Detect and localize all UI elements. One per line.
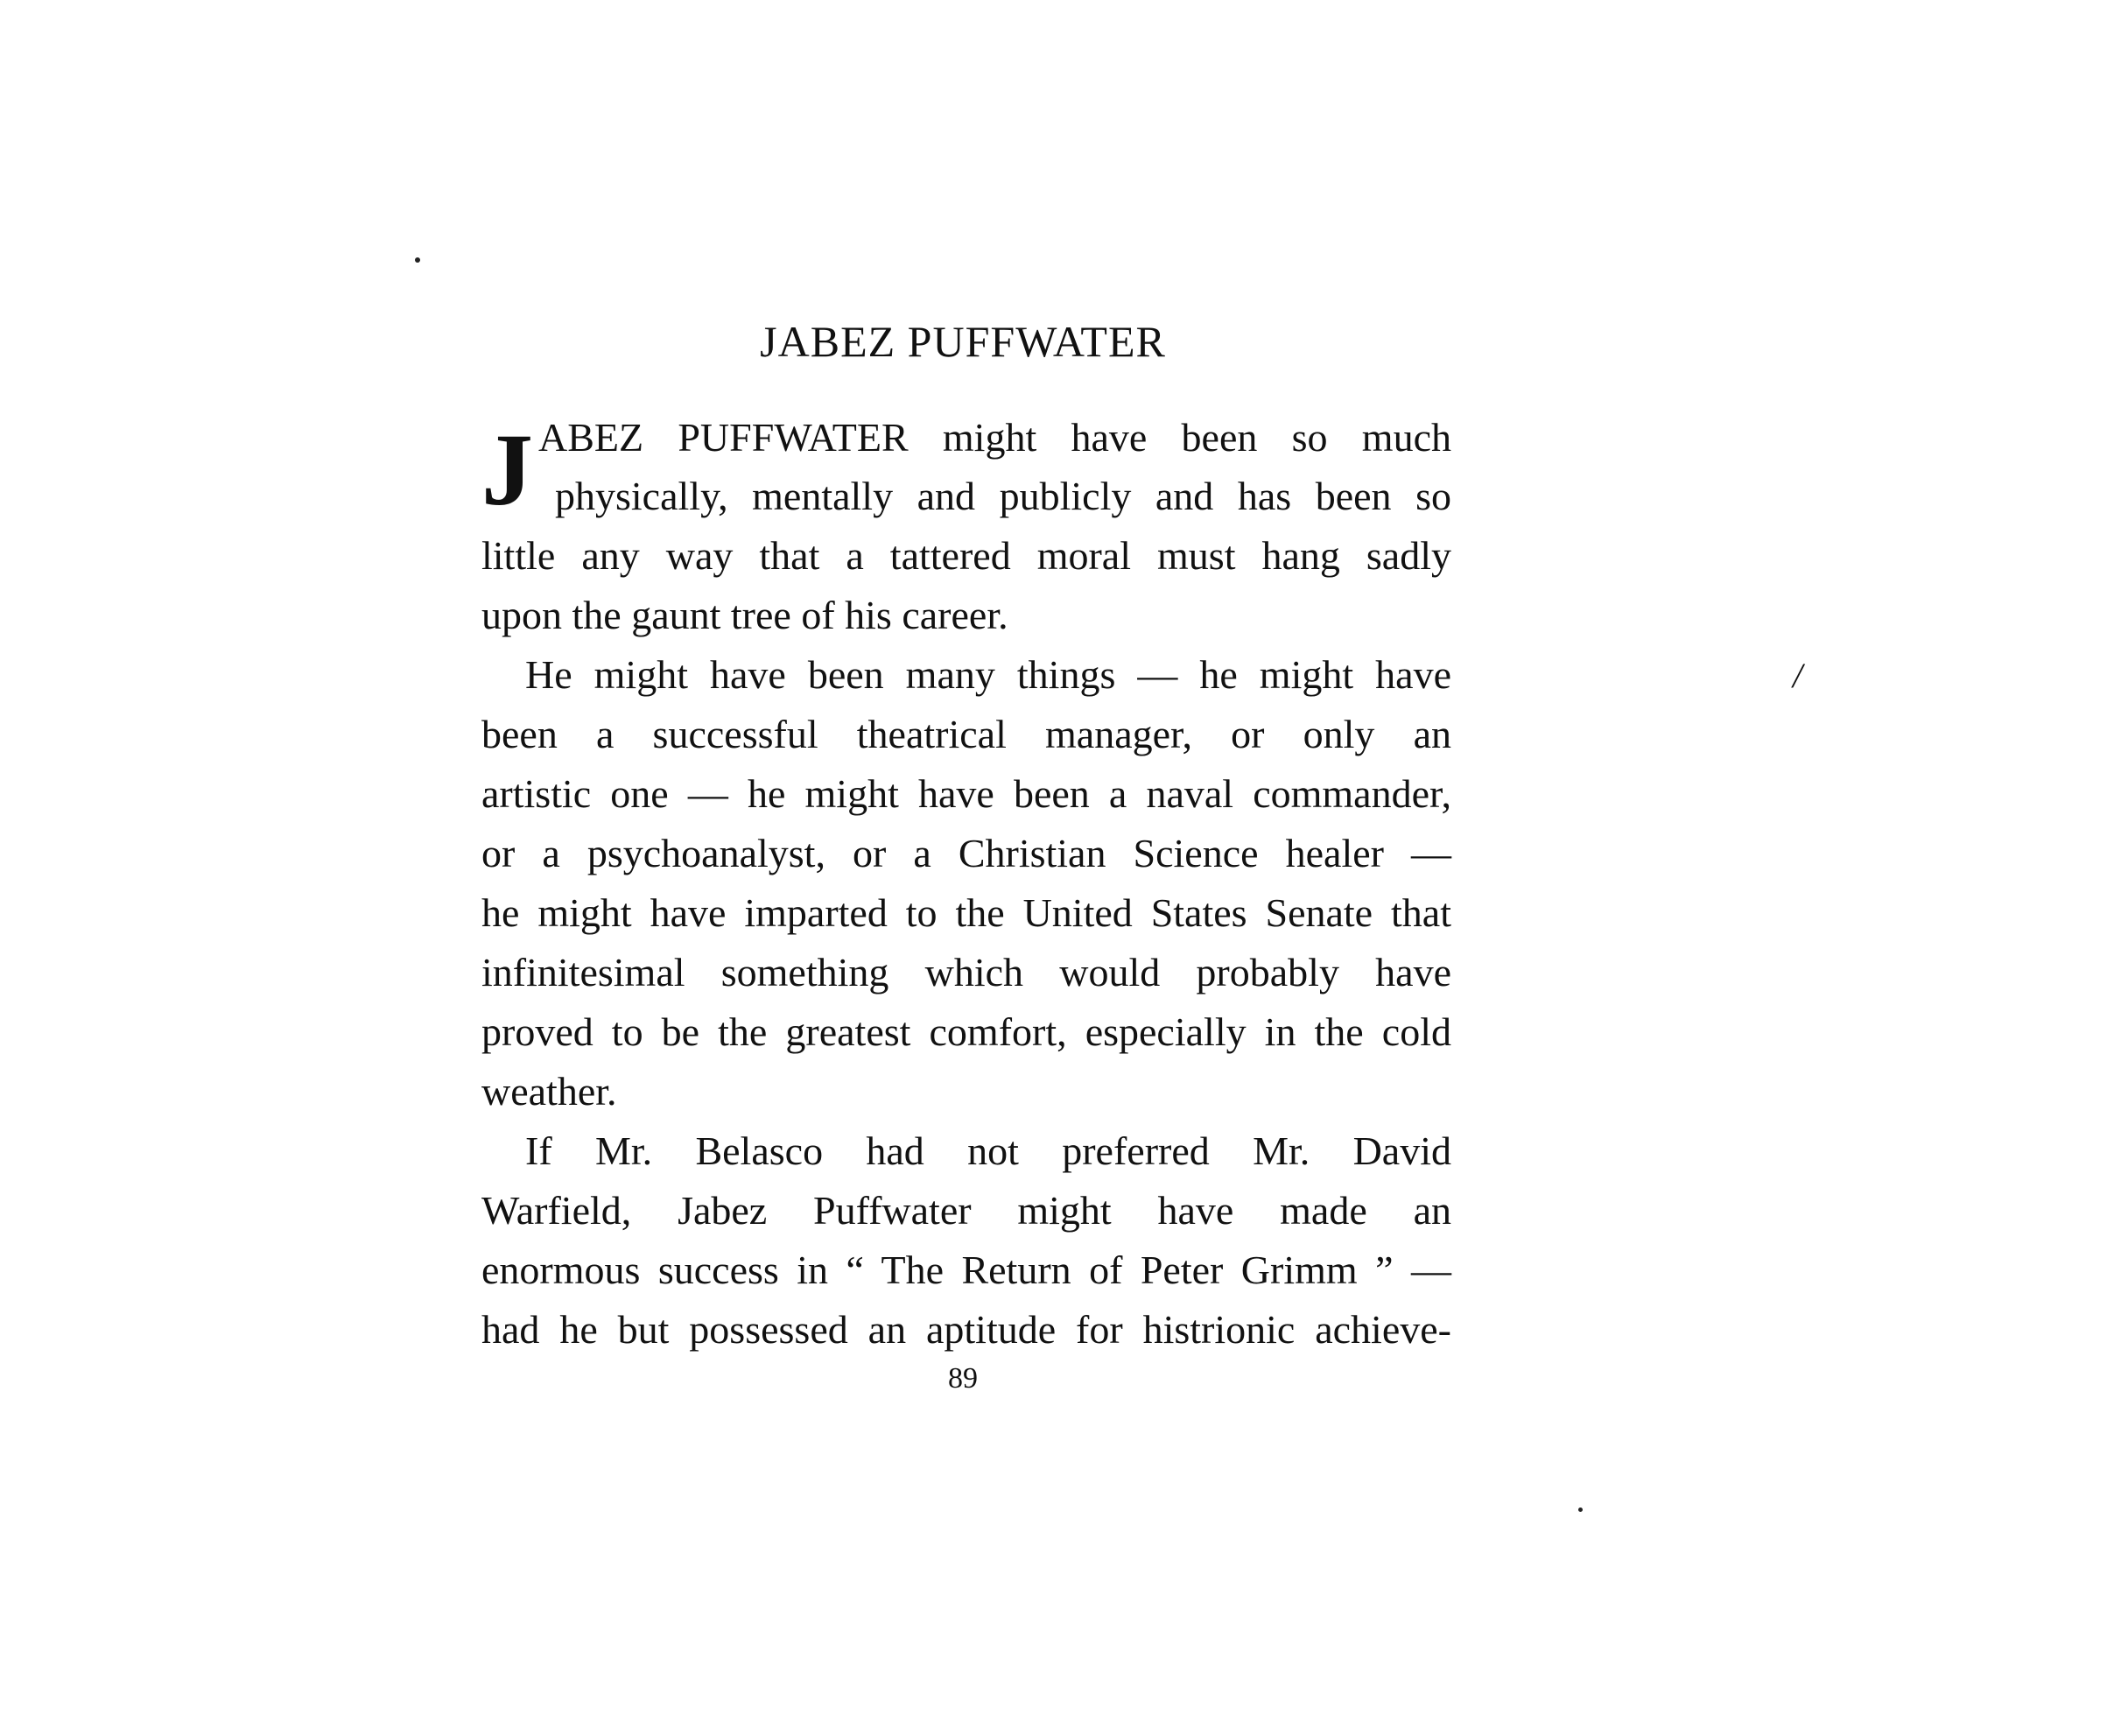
text-line: upon the gaunt tree of his career. — [481, 593, 1008, 637]
text-line: or a psychoanalyst, or a Christian Science healer — — [481, 831, 1451, 875]
text-line: Warfield, Jabez Puffwater might have made an — [481, 1188, 1451, 1233]
text-line: infinitesimal something which would probably have — [481, 950, 1451, 995]
page-number: 89 — [948, 1362, 978, 1395]
text-line: had he but possessed an aptitude for histrionic achieve- — [481, 1307, 1451, 1352]
scan-speck — [1578, 1508, 1583, 1512]
scan-speck — [415, 257, 420, 263]
drop-cap: J — [481, 412, 533, 527]
text-line: he might have imparted to the United States Senate that — [481, 890, 1451, 935]
text-line: If Mr. Belasco had not preferred Mr. David — [525, 1128, 1451, 1173]
margin-mark: / — [1793, 656, 1803, 695]
text-line: physically, mentally and publicly and has been so — [555, 474, 1451, 518]
chapter-title: JABEZ PUFFWATER — [760, 317, 1166, 366]
text-line: He might have been many things — he might have — [525, 652, 1451, 697]
text-line: proved to be the greatest comfort, especially in the cold — [481, 1009, 1451, 1054]
text-line: enormous success in “ The Return of Peter Grimm ” — — [481, 1248, 1451, 1292]
text-line: been a successful theatrical manager, or only an — [481, 712, 1451, 756]
text-line: little any way that a tattered moral must hang sadly — [481, 533, 1451, 578]
text-line: weather. — [481, 1069, 617, 1114]
text-line: ABEZ PUFFWATER might have been so much — [538, 415, 1451, 460]
text-line: artistic one — he might have been a naval commander, — [481, 771, 1451, 816]
